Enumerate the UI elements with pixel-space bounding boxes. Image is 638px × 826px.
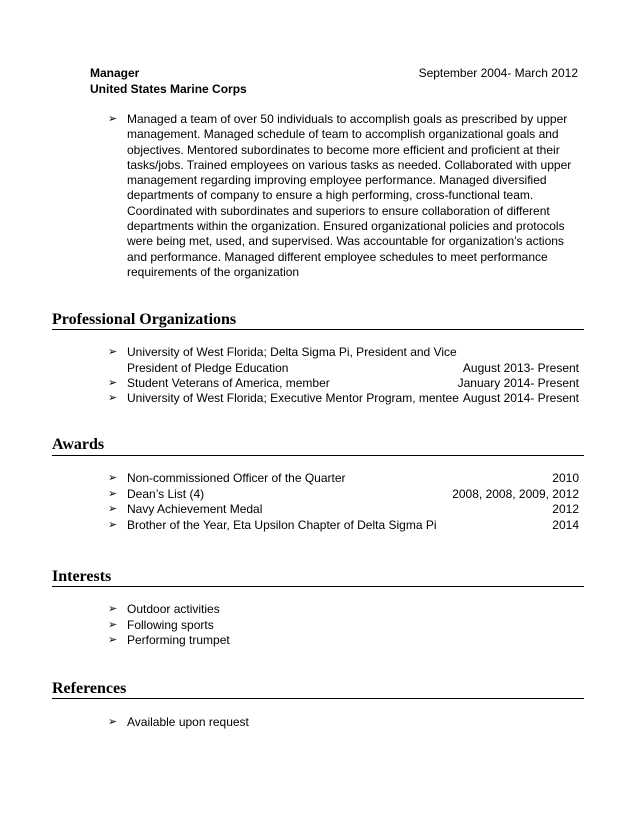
section-divider xyxy=(52,698,584,699)
list-item xyxy=(108,502,579,518)
arrow-bullet-icon: ➢ xyxy=(108,392,118,404)
job-dates: September 2004- March 2012 xyxy=(418,66,578,80)
list-item xyxy=(108,376,579,392)
job-title: Manager xyxy=(90,66,140,80)
award-date: 2008, 2008, 2009, 2012 xyxy=(452,487,579,501)
arrow-bullet-icon: ➢ xyxy=(108,113,118,125)
org-date: January 2014- Present xyxy=(457,376,579,390)
job-description-text: Managed a team of over 50 individuals to accomplish goals as prescribed by upper management. Managed schedule of team to accomplish organizational goals and objectives. Mentored subordinates to become more efficient and proficient at their tasks/jobs. Trained employees on various tasks as needed. Collaborated with upper management regarding improving employee performance. Managed diversified departments of company to ensure a high performing, cross-functional team. Coordinated with subordinates and superiors to ensure collaboration of different departments within the organization. Ensured organizational policies and protocols were being met, used, and supervised. Was accountable for organization’s actions and performance. Managed different employee schedules to meet performance requirements of the organization xyxy=(127,112,572,279)
list-item xyxy=(108,633,579,649)
list-item xyxy=(108,391,579,407)
job-organization: United States Marine Corps xyxy=(90,82,247,96)
job-description-bullet xyxy=(108,112,578,280)
arrow-bullet-icon: ➢ xyxy=(108,519,118,531)
arrow-bullet-icon: ➢ xyxy=(108,619,118,631)
award-date: 2010 xyxy=(552,471,579,485)
award-name: Brother of the Year, Eta Upsilon Chapter of Delta Sigma Pi xyxy=(127,518,437,532)
award-name: Non-commissioned Officer of the Quarter xyxy=(127,471,346,485)
award-name: Dean’s List (4) xyxy=(127,487,205,501)
list-item xyxy=(108,518,579,534)
org-name: Student Veterans of America, member xyxy=(127,376,330,390)
section-heading-professional-organizations: Professional Organizations xyxy=(52,311,237,328)
section-divider xyxy=(52,329,584,330)
arrow-bullet-icon: ➢ xyxy=(108,488,118,500)
arrow-bullet-icon: ➢ xyxy=(108,472,118,484)
org-name: University of West Florida; Executive Mentor Program, mentee xyxy=(127,391,459,405)
award-date: 2012 xyxy=(552,502,579,516)
arrow-bullet-icon: ➢ xyxy=(108,503,118,515)
arrow-bullet-icon: ➢ xyxy=(108,716,118,728)
list-item xyxy=(108,471,579,487)
arrow-bullet-icon: ➢ xyxy=(108,346,118,358)
org-date: August 2013- Present xyxy=(462,360,579,375)
arrow-bullet-icon: ➢ xyxy=(108,377,118,389)
section-heading-interests: Interests xyxy=(52,568,112,585)
list-item xyxy=(108,602,579,618)
award-date: 2014 xyxy=(552,518,579,532)
section-divider xyxy=(52,586,584,587)
interest-text: Performing trumpet xyxy=(127,633,230,647)
list-item xyxy=(108,618,579,634)
award-name: Navy Achievement Medal xyxy=(127,502,263,516)
section-heading-references: References xyxy=(52,680,127,697)
interest-text: Outdoor activities xyxy=(127,602,220,616)
arrow-bullet-icon: ➢ xyxy=(108,634,118,646)
org-date: August 2014- Present xyxy=(462,391,579,405)
section-heading-awards: Awards xyxy=(52,436,105,453)
list-item xyxy=(108,345,579,376)
reference-text: Available upon request xyxy=(127,715,249,729)
section-divider xyxy=(52,455,584,456)
list-item xyxy=(108,715,579,731)
org-name: University of West Florida; Delta Sigma Pi, President and Vice President of Pledge Education xyxy=(127,345,457,375)
interest-text: Following sports xyxy=(127,618,214,632)
list-item xyxy=(108,487,579,503)
arrow-bullet-icon: ➢ xyxy=(108,603,118,615)
